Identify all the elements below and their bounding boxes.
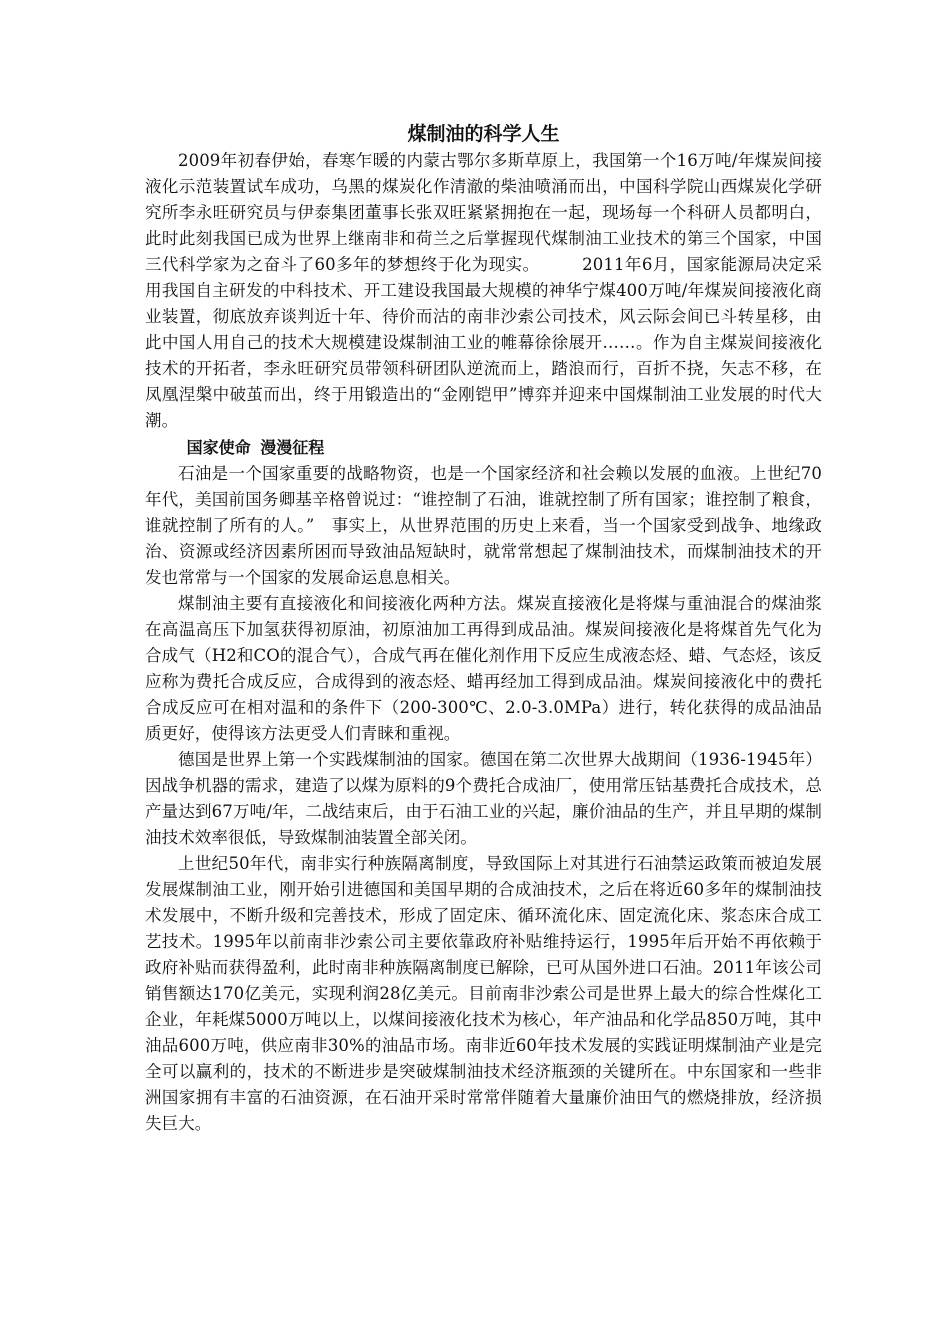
paragraph-liquefaction-methods: 煤制油主要有直接液化和间接液化两种方法。煤炭直接液化是将煤与重油混合的煤油浆在高温高压下加氢获得初原油，初原油加工再得到成品油。煤炭间接液化是将煤首先气化为合成气（H2和CO的混合气），合成气再在催化剂作用下反应生成液态烃、蜡、气态烃，该反应称为费托合成反应，合成得到的液态烃、蜡再经加工得到成品油。煤炭间接液化中的费托合成反应可在相对温和的条件下（200-300℃、2.0-3.0MPa）进行，转化获得的成品油品质更好，使得该方法更受人们青睐和重视。 bbox=[145, 594, 822, 743]
paragraph-intro: 2009年初春伊始，春寒乍暖的内蒙古鄂尔多斯草原上，我国第一个16万吨/年煤炭间接液化示范装置试车成功，乌黑的煤炭化作清澈的柴油喷涌而出，中国科学院山西煤炭化学研究所李永旺研究员与伊泰集团董事长张双旺紧紧拥抱在一起，现场每一个科研人员都明白，此时此刻我国已成为世界上继南非和荷兰之后掌握现代煤制油工业技术的第三个国家，中国三代科学家为之奋斗了60多年的梦想终于化为现实。 2011年6月，国家能源局决定采用我国自主研发的中科技术、开工建设我国最大规模的神华宁煤400万吨/年煤炭间接液化商业装置，彻底放弃谈判近十年、待价而沽的南非沙索公司技术，风云际会间已斗转星移，由此中国人用自己的技术大规模建设煤制油工业的帷幕徐徐展开……。作为自主煤炭间接液化技术的开拓者，李永旺研究员带领科研团队逆流而上，踏浪而行，百折不挠，矢志不移，在凤凰涅槃中破茧而出，终于用锻造出的“金刚铠甲”博弈并迎来中国煤制油工业发展的时代大潮。 bbox=[145, 151, 822, 430]
paragraph-oil-strategy: 石油是一个国家重要的战略物资，也是一个国家经济和社会赖以发展的血液。上世纪70年代，美国前国务卿基辛格曾说过：“谁控制了石油，谁就控制了所有国家；谁控制了粮食，谁就控制了所有的人。” 事实上，从世界范围的历史上来看，当一个国家受到战争、地缘政治、资源或经济因素所困而导致油品短缺时，就常常想起了煤制油技术，而煤制油技术的开发也常常与一个国家的发展命运息息相关。 bbox=[145, 464, 822, 587]
paragraph-germany: 德国是世界上第一个实践煤制油的国家。德国在第二次世界大战期间（1936-1945年）因战争机器的需求，建造了以煤为原料的9个费托合成油厂，使用常压钴基费托合成技术，总产量达到67万吨/年，二战结束后，由于石油工业的兴起，廉价油品的生产，并且早期的煤制油技术效率很低，导致煤制油装置全部关闭。 bbox=[145, 750, 822, 847]
document-title: 煤制油的科学人生 bbox=[407, 123, 560, 145]
section-heading bbox=[145, 434, 822, 461]
paragraph-south-africa: 上世纪50年代，南非实行种族隔离制度，导致国际上对其进行石油禁运政策而被迫发展发展煤制油工业，刚开始引进德国和美国早期的合成油技术，之后在将近60多年的煤制油技术发展中，不断升级和完善技术，形成了固定床、循环流化床、固定流化床、浆态床合成工艺技术。1995年以前南非沙索公司主要依靠政府补贴维持运行，1995年后开始不再依赖于政府补贴而获得盈利，此时南非种族隔离制度已解除，已可从国外进口石油。2011年该公司销售额达170亿美元，实现利润28亿美元。目前南非沙索公司是世界上最大的综合性煤化工企业，年耗煤5000万吨以上，以煤间接液化技术为核心，年产油品和化学品850万吨，其中油品600万吨，供应南非30%的油品市场。南非近60年技术发展的实践证明煤制油产业是完全可以赢利的，技术的不断进步是突破煤制油技术经济瓶颈的关键所在。中东国家和一些非洲国家拥有丰富的石油资源，在石油开采时常常伴随着大量廉价油田气的燃烧排放，经济损失巨大。 bbox=[145, 854, 822, 1133]
section-heading-part2: 漫漫征程 bbox=[260, 438, 325, 457]
section-heading-part1: 国家使命 bbox=[186, 438, 251, 457]
